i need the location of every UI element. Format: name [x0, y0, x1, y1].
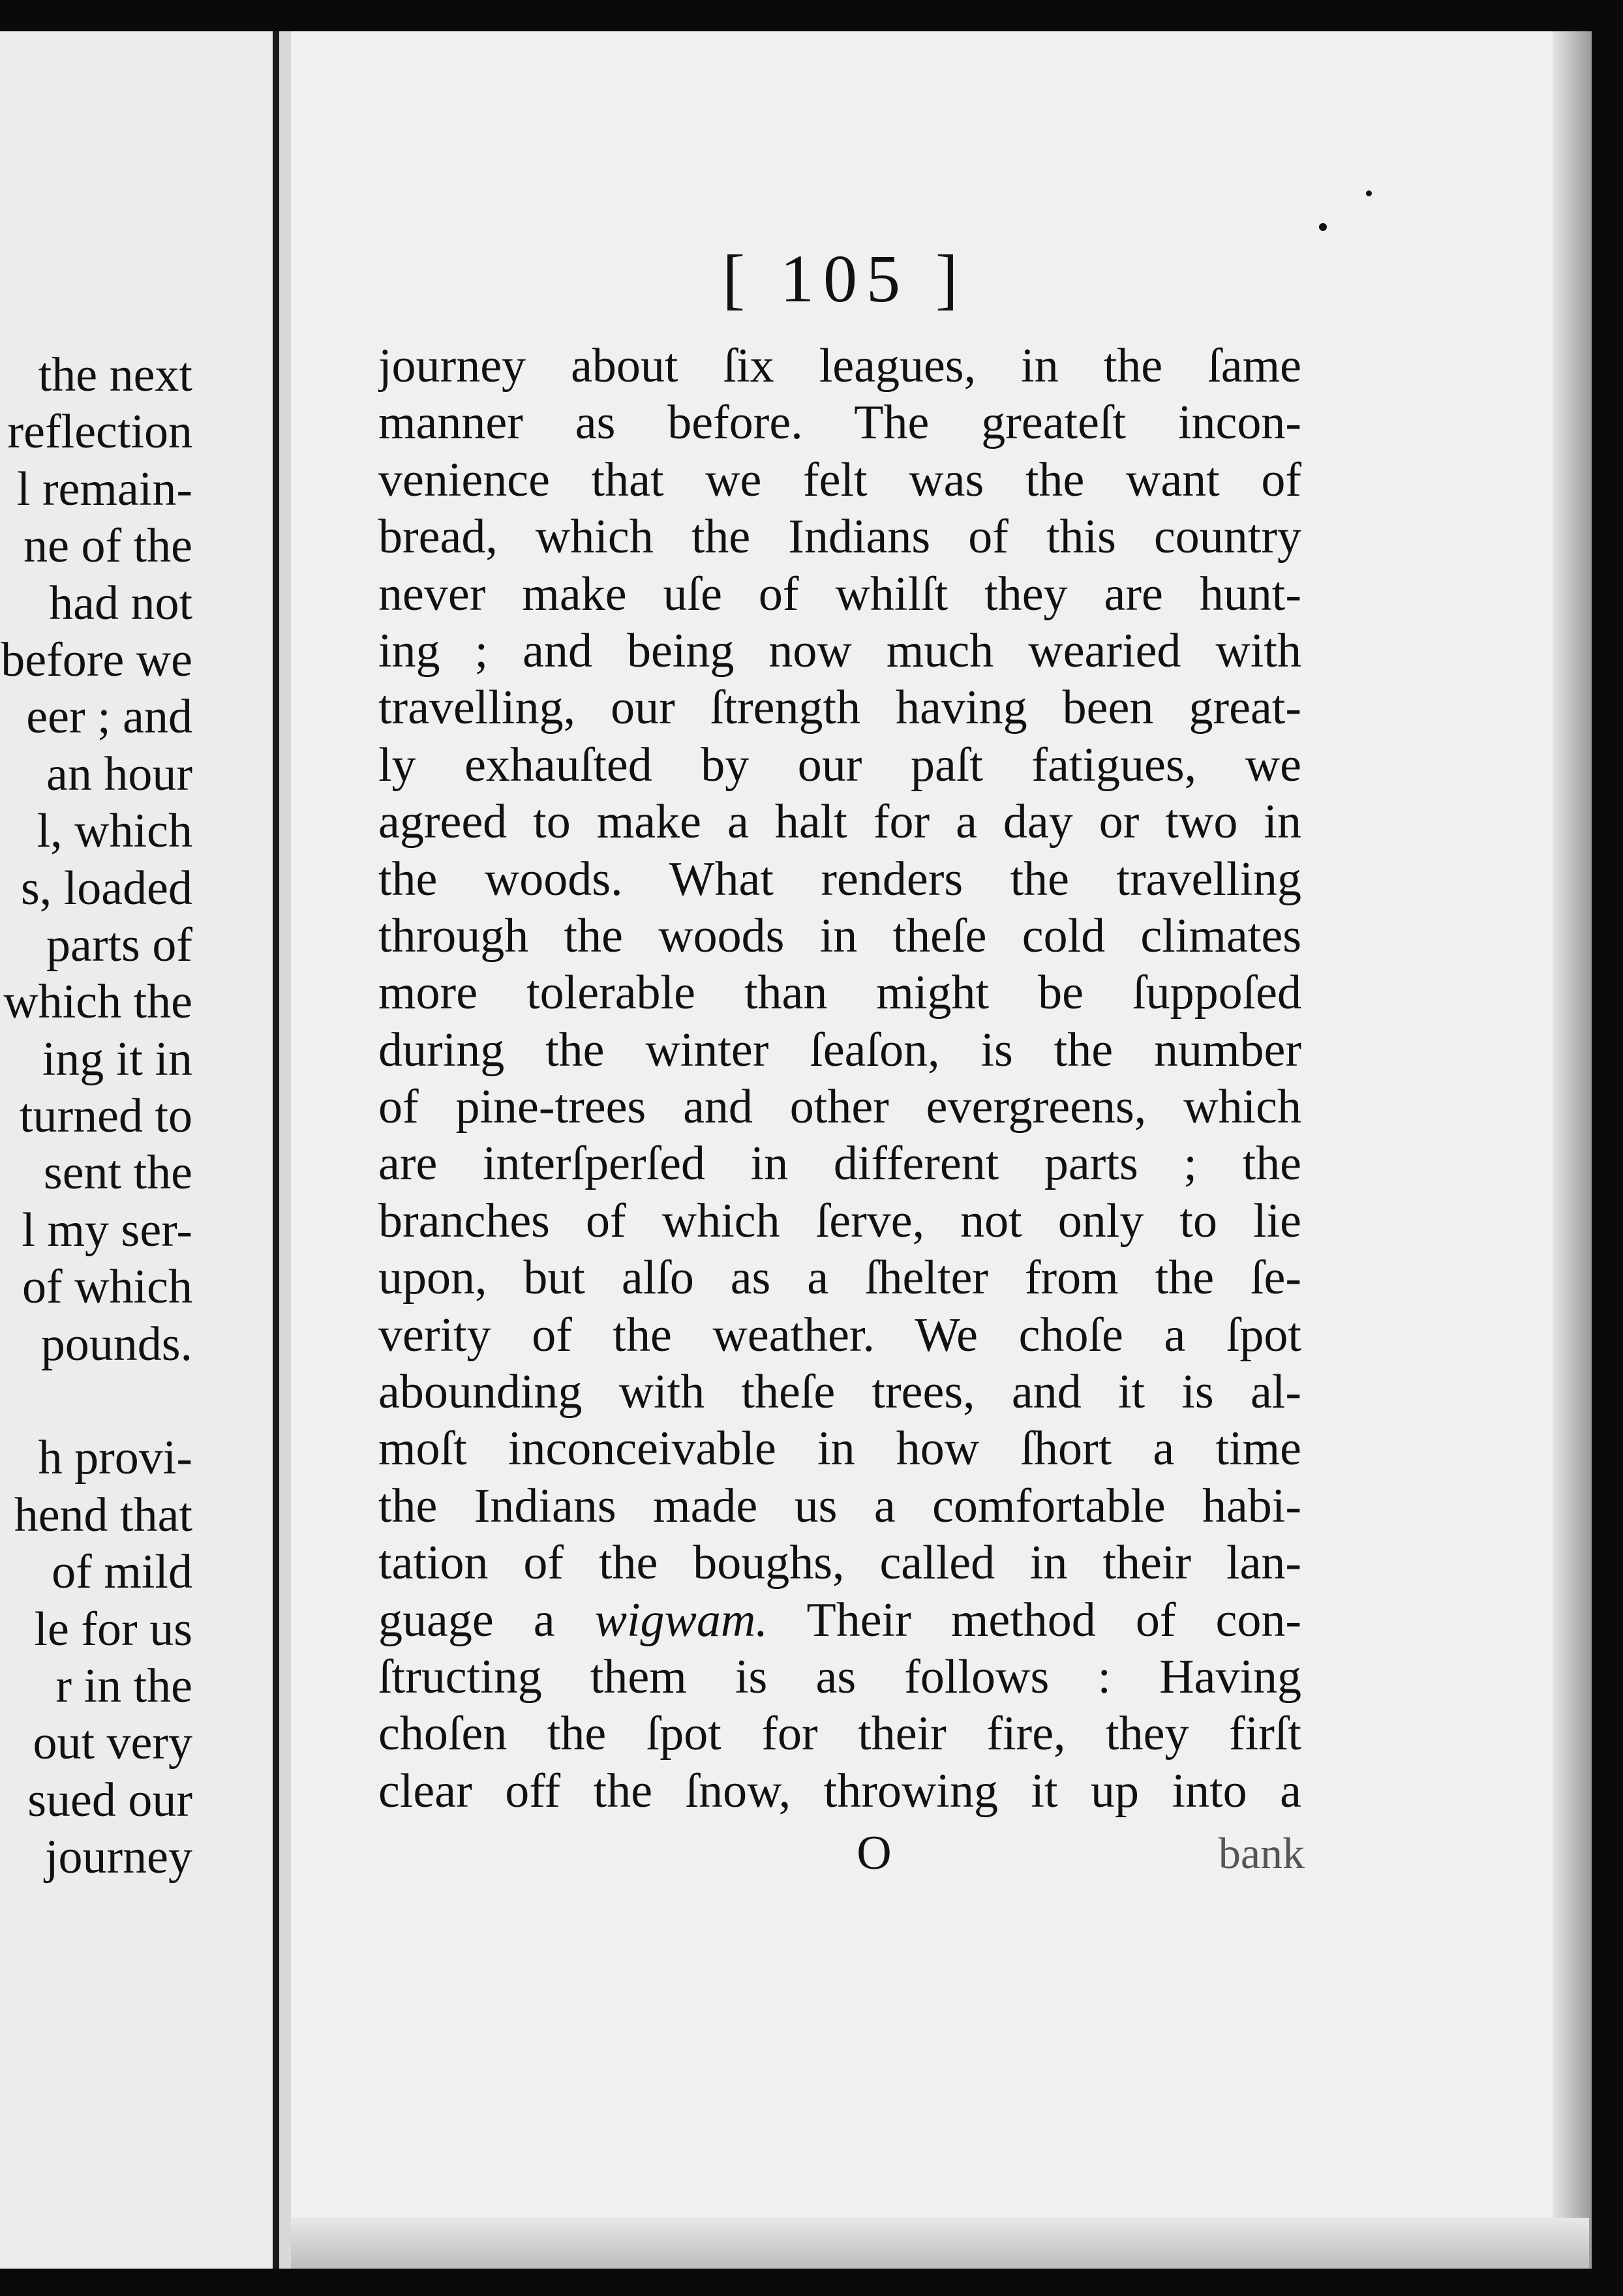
text-fragment: guage a	[378, 1593, 595, 1647]
text-line-wigwam	[378, 1592, 1301, 1649]
text-line: moſt inconceivable in how ſhort a time	[378, 1422, 1301, 1476]
text-line: ing ; and being now much wearied with	[378, 624, 1301, 678]
left-line: which the	[3, 975, 192, 1029]
scan-speck	[1366, 190, 1372, 196]
left-line: pounds.	[40, 1317, 192, 1371]
scan-speck	[1319, 223, 1327, 231]
left-page-text	[0, 347, 192, 1886]
left-line: ing it in	[42, 1032, 192, 1086]
text-line: are interſperſed in different parts ; the	[378, 1137, 1301, 1191]
left-line: ne of the	[23, 519, 192, 573]
left-page-edge	[273, 31, 279, 2269]
text-line: the woods. What renders the travelling	[378, 852, 1301, 906]
text-line: abounding with theſe trees, and it is al-	[378, 1365, 1301, 1419]
text-line: never make uſe of whilſt they are hunt-	[378, 567, 1301, 621]
left-line: out very	[33, 1716, 192, 1770]
left-line: reflection	[7, 405, 192, 459]
signature-mark: O	[857, 1826, 892, 1880]
text-line: journey about ſix leagues, in the ſame	[378, 339, 1301, 393]
left-line: parts of	[46, 918, 192, 972]
left-line: l remain-	[16, 462, 192, 516]
text-line: clear off the ſnow, throwing it up into a	[378, 1764, 1301, 1818]
text-line: agreed to make a halt for a day or two in	[378, 795, 1301, 849]
left-line: sued our	[27, 1773, 192, 1827]
left-line: l my ser-	[22, 1203, 192, 1257]
body-text	[378, 338, 1301, 1820]
text-line: choſen the ſpot for their fire, they firſt	[378, 1707, 1301, 1761]
left-line: of mild	[52, 1545, 192, 1599]
left-line: l, which	[37, 804, 192, 858]
left-line: had not	[49, 576, 192, 630]
text-line: through the woods in theſe cold climates	[378, 909, 1301, 963]
text-line: verity of the weather. We choſe a ſpot	[378, 1308, 1301, 1362]
text-line: branches of which ſerve, not only to lie	[378, 1194, 1301, 1248]
text-line: venience that we felt was the want of	[378, 453, 1301, 507]
page-footer	[378, 1824, 1305, 1882]
italic-term: wigwam.	[594, 1593, 768, 1647]
left-line: journey	[44, 1830, 192, 1884]
text-line: during the winter ſeaſon, is the number	[378, 1023, 1301, 1077]
page-bottom-shadow	[291, 2218, 1589, 2269]
left-line: an hour	[46, 747, 192, 801]
left-line-blank	[0, 1373, 192, 1430]
left-line: the next	[38, 348, 192, 402]
page-edge-shadow	[1553, 31, 1592, 2269]
text-fragment: Their method of con-	[767, 1593, 1301, 1647]
left-line: le for us	[34, 1602, 192, 1656]
left-line: hend that	[14, 1488, 192, 1542]
page-number: [ 105 ]	[722, 241, 967, 316]
text-line: ly exhauſted by our paſt fatigues, we	[378, 738, 1301, 792]
left-line: turned to	[19, 1089, 192, 1143]
text-line: manner as before. The greateſt incon-	[378, 396, 1301, 450]
left-line: sent the	[43, 1146, 192, 1200]
catchword: bank	[1218, 1828, 1305, 1878]
text-line: bread, which the Indians of this country	[378, 510, 1301, 564]
book-gutter	[279, 31, 291, 2269]
left-line: before we	[1, 633, 192, 687]
left-line: of which	[22, 1260, 192, 1314]
left-line: r in the	[55, 1659, 192, 1713]
text-line: ſtructing them is as follows : Having	[378, 1650, 1301, 1704]
text-line: tation of the boughs, called in their lan-	[378, 1536, 1301, 1590]
text-line: travelling, our ſtrength having been great-	[378, 681, 1301, 735]
left-line: s, loaded	[20, 861, 192, 915]
text-line: the Indians made us a comfortable habi-	[378, 1479, 1301, 1533]
left-line: eer ; and	[26, 690, 192, 744]
text-line: upon, but alſo as a ſhelter from the ſe-	[378, 1251, 1301, 1305]
text-line: of pine-trees and other evergreens, which	[378, 1080, 1301, 1134]
text-line: more tolerable than might be ſuppoſed	[378, 966, 1301, 1020]
left-line: h provi-	[38, 1431, 192, 1485]
